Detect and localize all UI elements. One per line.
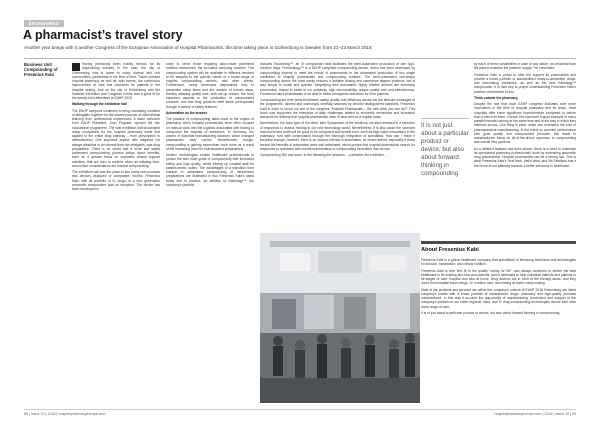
subheading-walking: Walking through the exhibition hall — [72, 102, 127, 107]
about-heading: About Fresenius Kabi — [421, 247, 479, 253]
article-standfirst: Another year brings with it another Congress of the European Association of Hospital Pharmacists, this time taking place in Gothenburg in Sweden from 21–23 March 2018 — [24, 45, 372, 50]
paragraph: The EAHP congress continues to bring increasing numbers of delegates together for the shared purpose of international learning from professional experiences. A warm welcome from EAHP President, Joan Peppard, opened the rich educational programme. The vast exhibition hall showcased many innovations for the hospital pharmacy world that applied to the entire drug pathway – from prescription to administration. One important aspect, with elegance not always attractive to an interest from the delegates, was drug preparation. There is no doubt that a more and safely automated compounding process brings about benefits, such as a greater focus on important clinical support activities, that are hard to achieve when an initiating time-and motion considerations are manual compounding. — [72, 108, 160, 168]
subheading-automation: Automation as the answer — [166, 110, 208, 115]
paragraph: Nonetheless, the bond type of the other, later Symposium of the sessions, we also reviewed in a selection of responses to assess moving in our new technology world. Nevertheless, it is also about the sciences that much hard earth will be good to be composed and benefit from, such as high value innovations in the pharmacy, now with conservation through the thorough integration of specialists. How can I make it sensitive enough, however, there is an obvious interest in automation, as shown before, especially if those served the benefits of automation were well articulated, which proves that hospital pharmacists search for responses to questions with excellent automation in compounding innovation that we can. — [260, 121, 415, 151]
article-column-3 — [260, 62, 415, 230]
subheading-think-outside: Think outside the pharmacy — [474, 95, 518, 100]
quote-divider — [421, 118, 469, 119]
paragraph: includes Flourishing™, an IV compounder that facilitates the semi-automated production of one high-medium bags. Freeanalogy™ is a DEHP compliant compounding device, which has been developed by compounding experts to meet the needs of pharmacists in the automated production of two single medicines to simplify pharmacists and compounding routines. The semi-automated one-shape compounding device the most easily ensures a suitable dosing and commerce aligned products, but is also simple to install and operate. Simplifying their automated, highly reliable devices are extremely economical, thanks to peals of our simplicity, high reproducibility, unique quality and cost-effectiveness. Fresenius Kabi’s pharmacists to be able to better therapeutic outcomes for their patients. — [260, 62, 415, 96]
paragraph: Modern technologies enable healthcare professionals to pursue the twin main goals of compounding with increased safety and high quality, whilst freeing up hospital staff for patient-centric duties. The advantages of a transition from manual to automated compounding of intravenous preparations are illustrated in two Fresenius Kabi’s latest today and in practice, an addition to Kabiology™, the company’s portfolio — [166, 153, 254, 187]
paragraph: The practice of compounding dates back to the origins of pharmacy, when hospital pharmacists were often focused on manual work and the logistics associated with having to compound the majority of medicines. In Germany, the advent of industrial manufacturing followed, which changed pharmacists’ daily routine. Nevertheless, though, compounding is gaining momentum once more as a result of the increasing need for individualised preparations. — [166, 117, 254, 151]
footer-left: 68 | Issue 19 | 2018 | hospitalpharmacyeurope.com — [24, 412, 106, 416]
article-column-2 — [166, 62, 254, 402]
paragraph: It is of just about a particular product or device, but also about forward thinking in compounding. — [421, 310, 561, 315]
exhibition-hall-photo — [260, 233, 420, 403]
paragraph: As a detailed analysis has been shown, there is a need to maximise its operational pharmacy professionals’ work by embracing automatic drug preparations. Hospital pharmacists can be a strong role. This is what Fresenius Kabi’s “that think, that’s what, and Ms Feitelson has it the move of our pathway towards a better tomorrow in healthcare. — [474, 146, 576, 168]
pull-quote: It is not just about a particular product or device, but also about forward thinking in compounding — [421, 122, 469, 177]
paragraph: The exhibition hall was the place to see many new products and devices deployed or companies’ booths. Fresenius Kabi, with its portfolio of IV drugs, is a new generation automatic compounder was on reception. The device has been developed in — [72, 170, 160, 191]
paragraph: Fresenius Kabi is a global healthcare company that specialises in lifesaving medicines and technologies for infusion, transfusion, and clinical nutrition. — [421, 258, 576, 267]
dropcap-icon — [72, 63, 80, 71]
paragraph: Having previously been mainly famous for its shipbuilding industry in the past, the city of Gothenburg now is home to many diverse and rich communities, particularly in the field of food. Travel-oriented hospital pharmacy as well as, with events, the continuous improvement of care and outcomes for patients in the hospital setting. And so the city of Gothenburg and the Swedish Exhibition and Congress Centre was a great fit for the twenty-third attendees at EAHP 2018. — [72, 62, 160, 100]
crowd-scene-icon — [260, 233, 420, 403]
about-body — [421, 258, 576, 317]
paragraph: Compounding 360 and more. In the following the sessions ... particular, the exhibition ... — [260, 153, 388, 157]
paragraph: order to serve those requiring tailor-made parenteral nutrition admixtures, the so-called multi-bag nutrition. This compounding system will be available in different versions to be adapted to the specific needs of a broad range of hospital compounding centres, and other clients. Furthermore, newly developed disposables help to streamline setup times and the number of human steps, thereby allowing quality care, with set-up checks, the most important aspects in the production of compounded products, and that drug products meet these prerequisites through a variety of safety features. — [166, 62, 254, 109]
paragraph: Fresenius Kabi is proud to offer the support its pharmacists and provide a broad portfolio of standardised ready-to-administer drugs, and automating medicines, as well as the new Kabiology™ compounder. It is then key to proper understanding Fresenius Kabi’s positive commitment to this. — [474, 72, 576, 94]
paragraph: by each of these possibilities in case of any failure, as influential than the past to examine the patients’ supply,” he concluded. — [474, 62, 576, 71]
footer-right: hospitalpharmacyeurope.com | 2018 | Issue 19 | 69 — [494, 412, 576, 416]
paragraph: Fresenius Kabi is their firm fit to the quality “caring for life”, and always continues to deliver the best healthcare to its existing and new and patients, and is dedicated to help individual patients and patients in all stages of care: hospital and also at home. Drug devices are in each of the therapy areas, and they count from hospital fusion drugs, IV, nutrition care, and dosing at home compounding. — [421, 268, 576, 286]
paragraph: Compounding are ever present between safety, quality and efficiency across the the telecom messages of the programme, tailored and workshops carefully balanced by several distinguished speakers. Fresenius Kabi in order to round out one of the congress “Hospital Pharmacists – the new what you can do?” This focus was supported the relevance of daily challenges related to economic restrictions and increased demands for delivery that hospital pharmacists have to deal with on a regular basis. — [260, 98, 415, 119]
byline: Business Unit Compounding of Fresenius Kabi — [24, 62, 58, 77]
about-fresenius-box — [421, 241, 576, 406]
paragraph: Despite the fact that each EAHP congress indicates ever more innovations in the field of hospital pharmacy and its reach, most hospitals offer some significant improvements compared to before than it had ever been. Overall, this has been a good example of many parallel threads running at the same time and in the way in which they interlock across. One thing is clear: when one embraces the cost of pharmaceutical manufacturing, in the intent to combine performance with good quality and compounded products, this leads to manufacturers being an all-of-the-above approach to compounding and overall new systems. — [474, 102, 576, 145]
sponsored-label: SPONSORED — [24, 20, 64, 27]
footer-divider — [24, 409, 576, 410]
article-title: A pharmacist’s travel story — [23, 28, 183, 42]
article-column-1 — [72, 62, 160, 402]
header-divider — [24, 58, 576, 59]
article-column-right — [474, 62, 576, 234]
paragraph: Most of the products and services are within the company’s outlook of EAHP 2018 Gothenburg are listed company’s leader with a broad portfolio of standardised drugs, pharmacy and high-quality products manufactured. In this way it accords the opportunity of manufacturing, production and support of the company’s portfolio in our entire regional, ward, and IV drug compounding technologies across their wide world range of care. — [421, 287, 576, 309]
